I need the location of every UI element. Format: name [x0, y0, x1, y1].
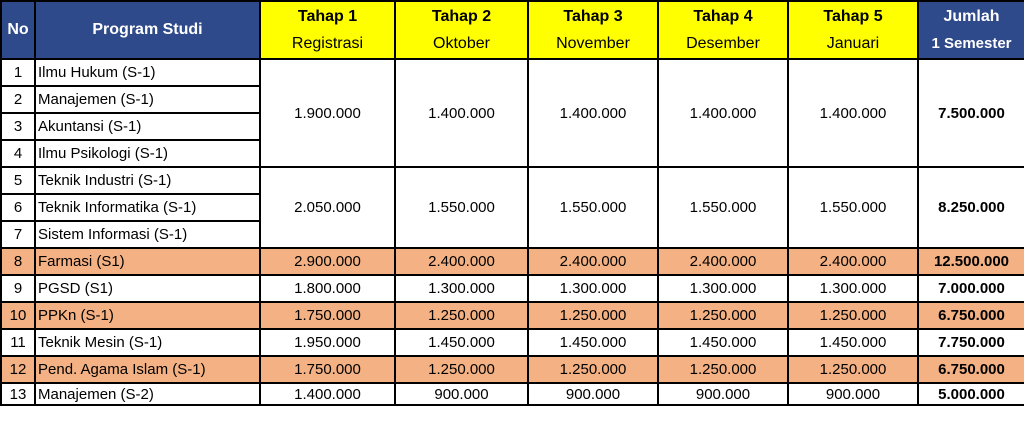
stage-1-fee: 1.800.000: [260, 275, 395, 302]
header-row: [1, 1, 1024, 59]
stage-1-fee: 2.050.000: [260, 167, 395, 248]
table-row: [1, 383, 1024, 405]
row-number: 8: [1, 248, 35, 275]
total-sub: 1 Semester: [931, 35, 1012, 52]
stage-5-title: Tahap 5: [823, 8, 883, 25]
stage-5-fee: 1.250.000: [788, 356, 918, 383]
program-name: Teknik Mesin (S-1): [35, 329, 260, 356]
stage-3-fee: 1.450.000: [528, 329, 658, 356]
stage-2-fee: 2.400.000: [395, 248, 528, 275]
total-fee: 6.750.000: [918, 302, 1024, 329]
stage-4-fee: 1.400.000: [658, 59, 788, 167]
stage-4-fee: 900.000: [658, 383, 788, 405]
total-fee: 6.750.000: [918, 356, 1024, 383]
stage-1-fee: 1.750.000: [260, 302, 395, 329]
header-total: [918, 1, 1024, 59]
stage-4-fee: 1.250.000: [658, 356, 788, 383]
row-number: 5: [1, 167, 35, 194]
stage-3-fee: 1.400.000: [528, 59, 658, 167]
header-stage-5: [788, 1, 918, 59]
stage-2-fee: 1.550.000: [395, 167, 528, 248]
stage-4-fee: 1.450.000: [658, 329, 788, 356]
stage-2-fee: 1.250.000: [395, 356, 528, 383]
stage-1-fee: 1.900.000: [260, 59, 395, 167]
stage-5-sub: Januari: [826, 35, 880, 52]
total-fee: 8.250.000: [918, 167, 1024, 248]
stage-5-fee: 900.000: [788, 383, 918, 405]
stage-2-fee: 1.450.000: [395, 329, 528, 356]
stage-4-sub: Desember: [686, 35, 760, 52]
header-stage-3: [528, 1, 658, 59]
stage-4-fee: 1.300.000: [658, 275, 788, 302]
stage-1-title: Tahap 1: [297, 8, 358, 25]
table-row: [1, 167, 1024, 194]
table-body: [1, 59, 1024, 405]
total-title: Jumlah: [943, 8, 1000, 25]
stage-3-fee: 1.250.000: [528, 302, 658, 329]
program-name: Teknik Industri (S-1): [35, 167, 260, 194]
total-fee: 12.500.000: [918, 248, 1024, 275]
stage-3-title: Tahap 3: [563, 8, 623, 25]
stage-2-sub: Oktober: [433, 35, 490, 52]
program-name: Manajemen (S-2): [35, 383, 260, 405]
stage-2-title: Tahap 2: [431, 8, 492, 25]
row-number: 2: [1, 86, 35, 113]
stage-4-title: Tahap 4: [693, 8, 753, 25]
program-name: Manajemen (S-1): [35, 86, 260, 113]
program-name: Ilmu Hukum (S-1): [35, 59, 260, 86]
stage-1-fee: 1.750.000: [260, 356, 395, 383]
program-name: PPKn (S-1): [35, 302, 260, 329]
stage-4-fee: 1.250.000: [658, 302, 788, 329]
stage-5-fee: 1.400.000: [788, 59, 918, 167]
program-name: Teknik Informatika (S-1): [35, 194, 260, 221]
header-stage-2: [395, 1, 528, 59]
table-row: [1, 59, 1024, 86]
program-name: PGSD (S1): [35, 275, 260, 302]
program-name: Pend. Agama Islam (S-1): [35, 356, 260, 383]
table-row: [1, 248, 1024, 275]
program-name: Ilmu Psikologi (S-1): [35, 140, 260, 167]
stage-3-fee: 1.300.000: [528, 275, 658, 302]
header-program: Program Studi: [35, 1, 260, 59]
stage-1-fee: 1.950.000: [260, 329, 395, 356]
table-row: [1, 275, 1024, 302]
stage-1-fee: 2.900.000: [260, 248, 395, 275]
stage-4-fee: 2.400.000: [658, 248, 788, 275]
row-number: 1: [1, 59, 35, 86]
stage-3-fee: 2.400.000: [528, 248, 658, 275]
row-number: 3: [1, 113, 35, 140]
row-number: 4: [1, 140, 35, 167]
total-fee: 5.000.000: [918, 383, 1024, 405]
stage-5-fee: 1.250.000: [788, 302, 918, 329]
stage-3-sub: November: [556, 35, 630, 52]
stage-2-fee: 1.400.000: [395, 59, 528, 167]
stage-2-fee: 900.000: [395, 383, 528, 405]
stage-5-fee: 2.400.000: [788, 248, 918, 275]
stage-1-sub: Registrasi: [291, 35, 364, 52]
row-number: 6: [1, 194, 35, 221]
row-number: 12: [1, 356, 35, 383]
table-row: [1, 302, 1024, 329]
stage-5-fee: 1.550.000: [788, 167, 918, 248]
row-number: 10: [1, 302, 35, 329]
table-row: [1, 329, 1024, 356]
program-name: Akuntansi (S-1): [35, 113, 260, 140]
total-fee: 7.750.000: [918, 329, 1024, 356]
stage-4-fee: 1.550.000: [658, 167, 788, 248]
total-fee: 7.000.000: [918, 275, 1024, 302]
stage-1-fee: 1.400.000: [260, 383, 395, 405]
header-stage-1: [260, 1, 395, 59]
program-name: Sistem Informasi (S-1): [35, 221, 260, 248]
header-stage-4: [658, 1, 788, 59]
row-number: 9: [1, 275, 35, 302]
total-fee: 7.500.000: [918, 59, 1024, 167]
stage-3-fee: 1.250.000: [528, 356, 658, 383]
stage-3-fee: 1.550.000: [528, 167, 658, 248]
stage-2-fee: 1.250.000: [395, 302, 528, 329]
stage-5-fee: 1.450.000: [788, 329, 918, 356]
stage-3-fee: 900.000: [528, 383, 658, 405]
stage-5-fee: 1.300.000: [788, 275, 918, 302]
row-number: 13: [1, 383, 35, 405]
program-name: Farmasi (S1): [35, 248, 260, 275]
row-number: 7: [1, 221, 35, 248]
stage-2-fee: 1.300.000: [395, 275, 528, 302]
row-number: 11: [1, 329, 35, 356]
table-row: [1, 356, 1024, 383]
header-no: No: [1, 1, 35, 59]
